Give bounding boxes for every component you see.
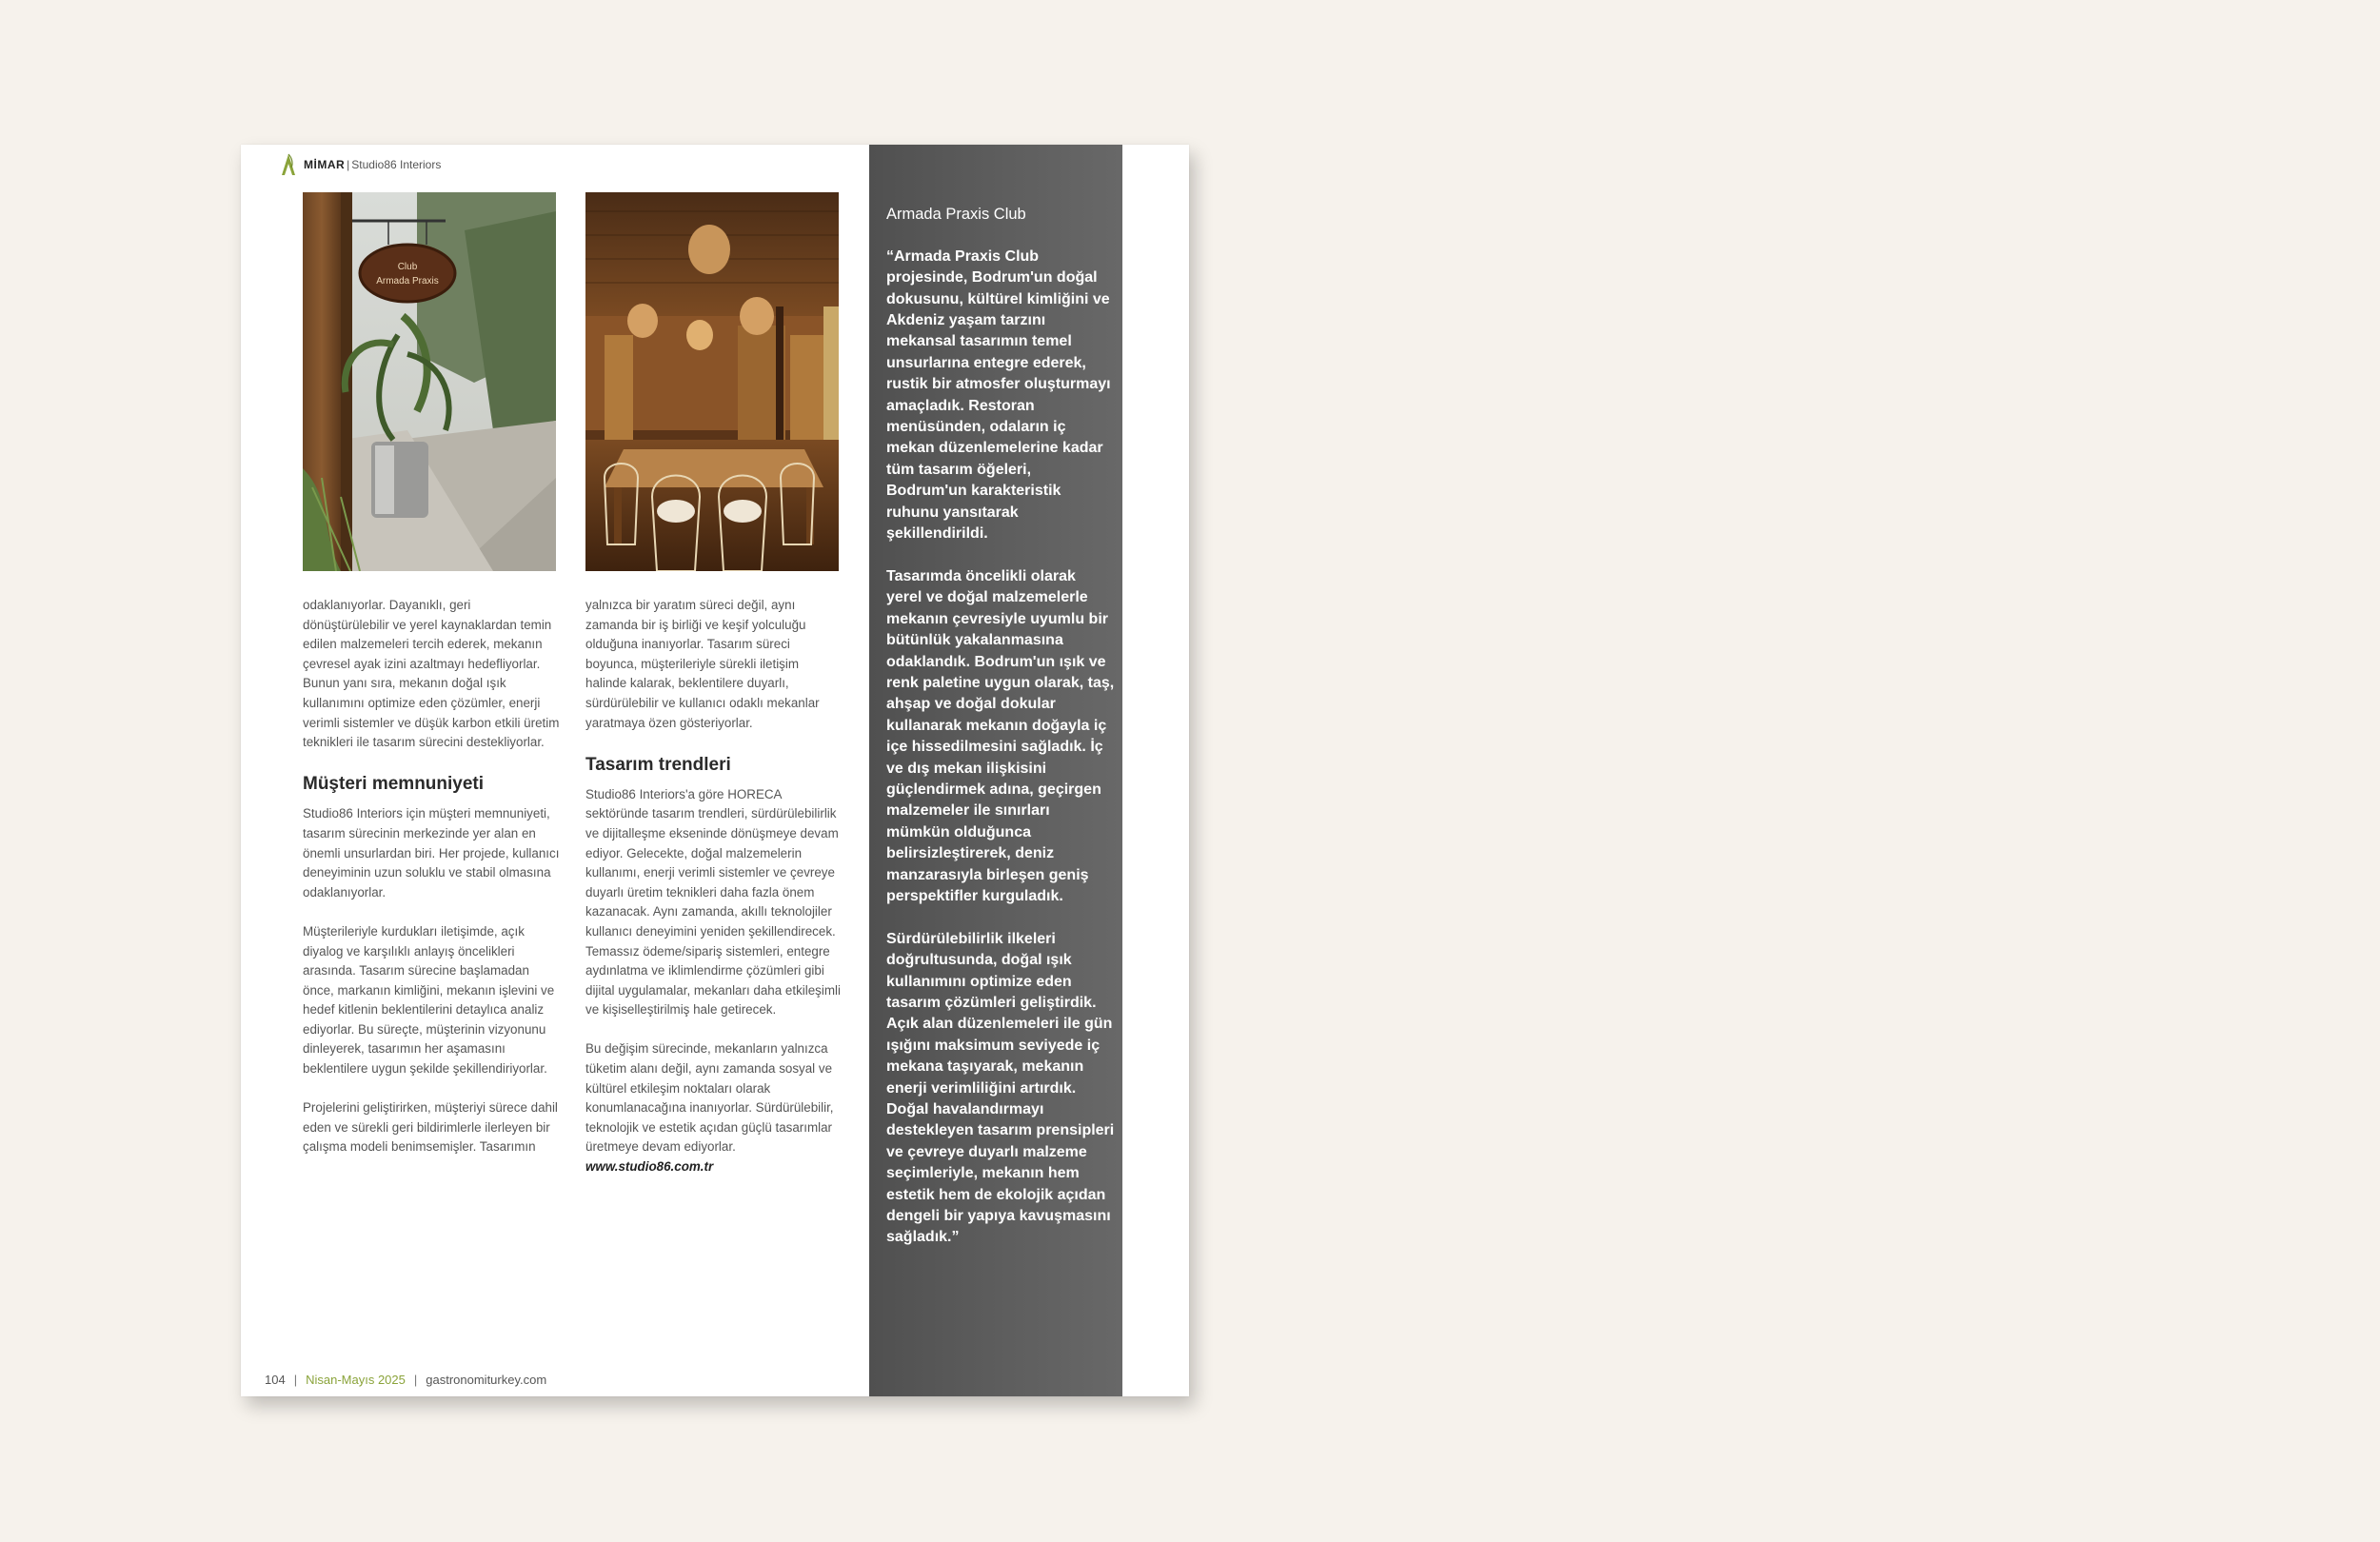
col1-paragraph-3: Müşterileriyle kurdukları iletişimde, açık diyalog ve karşılıklı anlayış öncelikleri arasında. Tasarım sürecine başlamadan önce, markanın kimliğini, mekanın işlevini ve hedef kitlenin beklentilerini detaylıca analiz ediyorlar. Bu süreçte, müşterinin vizyonunu dinleyerek, tasarımın her aşamasını beklentilere uygun şekilde şekillendiriyorlar. [303,923,555,1077]
magazine-page [241,145,1189,1396]
header-separator: | [347,158,350,171]
footer-separator-2: | [413,1373,418,1387]
website-link[interactable]: www.studio86.com.tr [585,1159,714,1175]
photo-restaurant-interior [585,192,839,571]
sign-text-line1: Club [397,262,418,272]
heading-tasarim-trendleri: Tasarım trendleri [585,754,731,775]
sidebar-paragraph-2: Tasarımda öncelikli olarak yerel ve doğal malzemelerle mekanın çevresiyle uyumlu bir bütünlük yakalanmasına odaklandık. Bodrum'un ışık ve renk paletine uygun olarak, taş, ahşap ve doğal dokular kullanarak mekanın doğayla iç içe hissedilmesini sağladık. İç ve dış mekan ilişkisini güçlendirmek adına, geçirgen malzemeler ile sınırları mümkün olduğunca belirsizleştirerek, deniz manzarasıyla birleşen geniş perspektifler kurguladık. [886,567,1115,904]
sidebar-title: Armada Praxis Club [886,206,1026,223]
article-column-1 [303,596,560,1177]
issue-date: Nisan-Mayıs 2025 [306,1373,406,1387]
quote-sidebar [869,145,1122,1396]
header-brand: MİMAR [304,158,346,171]
leaf-a-icon [279,152,298,177]
sign-text-line2: Armada Praxis [376,276,439,287]
col2-paragraph-1: yalnızca bir yaratım süreci değil, aynı zamanda bir iş birliği ve keşif yolculuğu olduğuna inanıyorlar. Tasarım süreci boyunca, müşterileriyle sürekli iletişim halinde kalarak, beklentilere duyarlı, sürdürülebilir ve kullanıcı odaklı mekanlar yaratmaya özen gösteriyorlar. [585,598,820,730]
sidebar-paragraph-1: “Armada Praxis Club projesinde, Bodrum'un doğal dokusunu, kültürel kimliğini ve Akdeniz yaşam tarzını mekansal tasarımın temel unsurlarına entegre ederek, rustik bir atmosfer oluşturmayı amaçladık. Restoran menüsünden, odaların iç mekan düzenlemelerine kadar tüm tasarım öğeleri, Bodrum'un karakteristik ruhunu yansıtarak şekillendirildi. [886,247,1111,543]
sidebar-paragraph-3: Sürdürülebilirlik ilkeleri doğrultusunda, doğal ışık kullanımını optimize eden tasarım çözümleri geliştirdik. Açık alan düzenlemeleri ile gün ışığını maksimum seviyede iç mekana taşıyarak, mekanın enerji verimliliğini artırdık. Doğal havalandırmayı destekleyen tasarım prensipleri ve çevreye duyarlı malzeme seçimleriyle, mekanın hem estetik hem de ekolojik açıdan dengeli bir yapıya kavuşmasını sağladık.” [886,930,1115,1246]
heading-musteri-memnuniyeti: Müşteri memnuniyeti [303,774,485,795]
col1-paragraph-2: Studio86 Interiors için müşteri memnuniyeti, tasarım sürecinin merkezinde yer alan en önemli unsurlardan biri. Her projede, kullanıcı deneyiminin uzun soluklu ve stabil olmasına odaklanıyorlar. [303,806,560,900]
footer-separator-1: | [293,1373,298,1387]
header-section: Studio86 Interiors [351,158,442,171]
footer-site: gastronomiturkey.com [426,1373,547,1387]
page-number: 104 [265,1373,286,1387]
col1-paragraph-4: Projelerini geliştirirken, müşteriyi sürece dahil eden ve sürekli geri bildirimlerle ilerleyen bir çalışma modeli benimsemişler. Tasarımın [303,1100,558,1155]
page-footer [265,1373,546,1387]
article-column-2 [585,596,843,1177]
photo-club-entrance [303,192,556,571]
col2-paragraph-3: Bu değişim sürecinde, mekanların yalnızca tüketim alanı değil, aynı zamanda sosyal ve kültürel etkileşim noktaları olarak konumlanacağına inanıyorlar. Sürdürülebilir, teknolojik ve estetik açıdan güçlü tasarımlar üretmeye devam ediyorlar. [585,1041,834,1155]
col1-paragraph-1: odaklanıyorlar. Dayanıklı, geri dönüştürülebilir ve yerel kaynaklardan temin edilen malzemeleri tercih ederek, mekanın çevresel ayak izini azaltmayı hedefliyorlar. Bunun yanı sıra, mekanın doğal ışık kullanımını optimize eden çözümler, enerji verimli sistemler ve düşük karbon etkili üretim teknikleri ile tasarım sürecini destekliyorlar. [303,598,560,750]
col2-paragraph-2: Studio86 Interiors'a göre HORECA sektöründe tasarım trendleri, sürdürülebilirlik ve dijitalleşme ekseninde dönüşmeye devam ediyor. Gelecekte, doğal malzemelerin kullanımı, enerji verimli sistemler ve çevreye duyarlı üretim teknikleri daha fazla önem kazanacak. Aynı zamanda, akıllı teknolojiler kullanıcı deneyimini yeniden şekillendirecek. Temassız ödeme/sipariş sistemleri, entegre aydınlatma ve iklimlendirme çözümleri gibi dijital uygulamalar, mekanları daha etkileşimli ve kişiselleştirilmiş hale getirecek. [585,786,841,1018]
page-header [279,150,441,179]
